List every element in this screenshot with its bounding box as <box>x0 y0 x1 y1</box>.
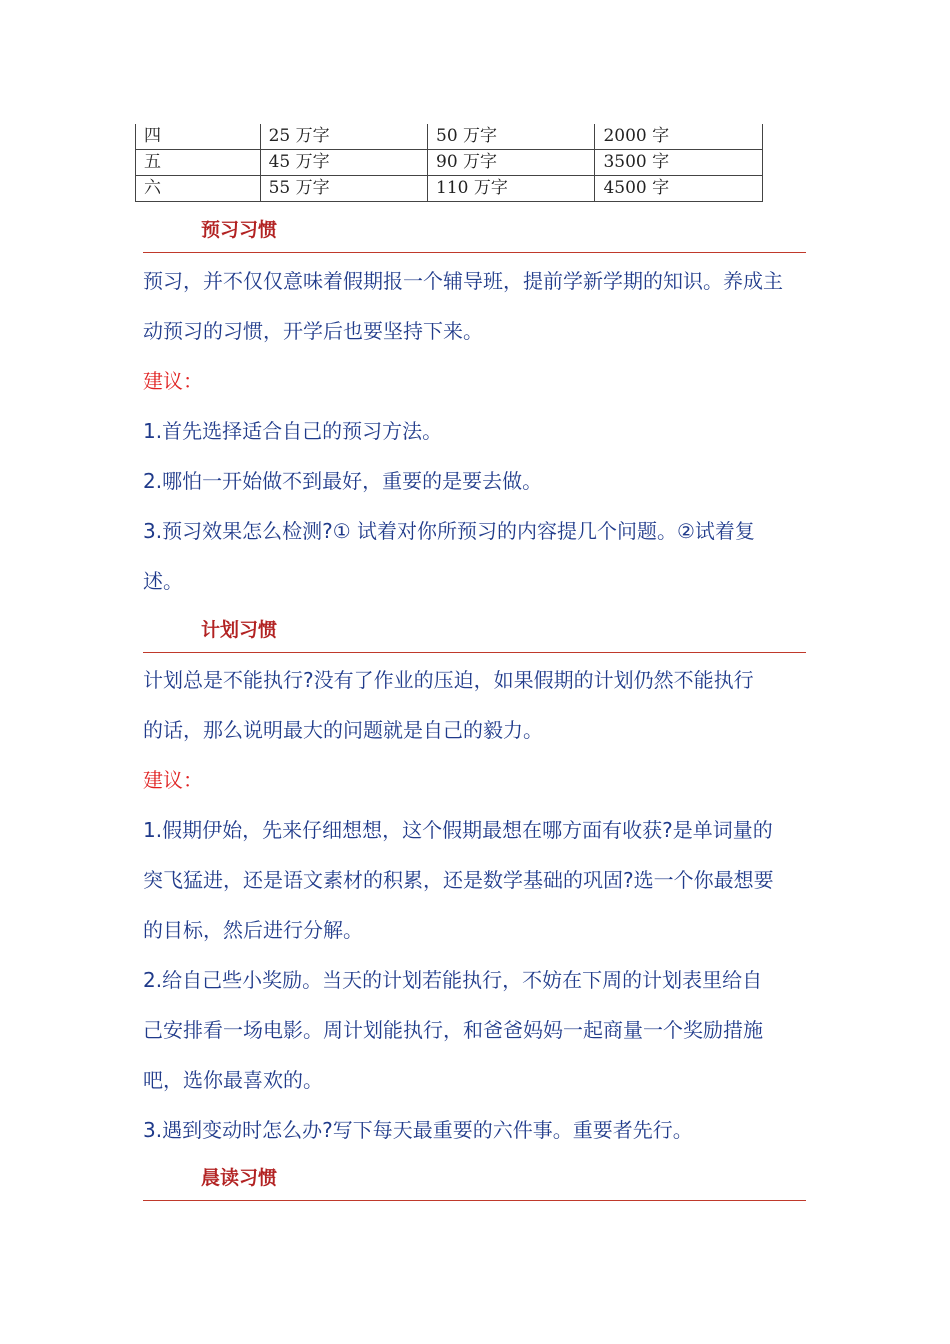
section-body-preview <box>143 256 808 606</box>
section-heading-morning-reading: 晨读习惯 <box>201 1167 278 1189</box>
advice-item-continued: 吧，选你最喜欢的。 <box>143 1068 323 1092</box>
table-cell: 五 <box>136 150 261 176</box>
advice-item: 2.哪怕一开始做不到最好，重要的是要去做。 <box>143 469 543 493</box>
advice-item-continued: 的目标，然后进行分解。 <box>143 918 363 942</box>
table-cell: 50 万字 <box>428 124 595 150</box>
table-cell: 90 万字 <box>428 150 595 176</box>
section-divider <box>143 652 806 653</box>
intro-line: 预习，并不仅仅意味着假期报一个辅导班，提前学新学期的知识。养成主 <box>143 269 783 293</box>
advice-item-continued: 己安排看一场电影。周计划能执行，和爸爸妈妈一起商量一个奖励措施 <box>143 1018 763 1042</box>
section-heading-plan: 计划习惯 <box>201 619 278 641</box>
table-row <box>136 176 763 202</box>
section-heading-preview: 预习习惯 <box>201 219 278 241</box>
intro-line: 的话，那么说明最大的问题就是自己的毅力。 <box>143 718 543 742</box>
table-cell: 4500 字 <box>595 176 763 202</box>
table-cell: 3500 字 <box>595 150 763 176</box>
section-body-plan <box>143 655 808 1155</box>
table-cell: 55 万字 <box>260 176 427 202</box>
table-cell: 四 <box>136 124 261 150</box>
intro-line: 计划总是不能执行?没有了作业的压迫，如果假期的计划仍然不能执行 <box>143 668 754 692</box>
section-divider <box>143 252 806 253</box>
table-row <box>136 150 763 176</box>
table-cell: 110 万字 <box>428 176 595 202</box>
advice-item: 3.遇到变动时怎么办?写下每天最重要的六件事。重要者先行。 <box>143 1118 693 1142</box>
advice-item: 1.假期伊始，先来仔细想想，这个假期最想在哪方面有收获?是单词量的 <box>143 818 773 842</box>
table-cell: 25 万字 <box>260 124 427 150</box>
section-divider <box>143 1200 806 1201</box>
intro-line: 动预习的习惯，开学后也要坚持下来。 <box>143 319 483 343</box>
advice-item: 1.首先选择适合自己的预习方法。 <box>143 419 443 443</box>
advice-item-continued: 突飞猛进，还是语文素材的积累，还是数学基础的巩固?选一个你最想要 <box>143 868 774 892</box>
reading-table <box>135 124 763 202</box>
advice-label: 建议： <box>143 369 203 393</box>
advice-item: 3.预习效果怎么检测?① 试着对你所预习的内容提几个问题。②试着复 <box>143 519 755 543</box>
advice-item-continued: 述。 <box>143 569 183 593</box>
table-cell: 45 万字 <box>260 150 427 176</box>
table-cell: 2000 字 <box>595 124 763 150</box>
advice-item: 2.给自己些小奖励。当天的计划若能执行，不妨在下周的计划表里给自 <box>143 968 763 992</box>
table-cell: 六 <box>136 176 261 202</box>
table-row <box>136 124 763 150</box>
advice-label: 建议： <box>143 768 203 792</box>
